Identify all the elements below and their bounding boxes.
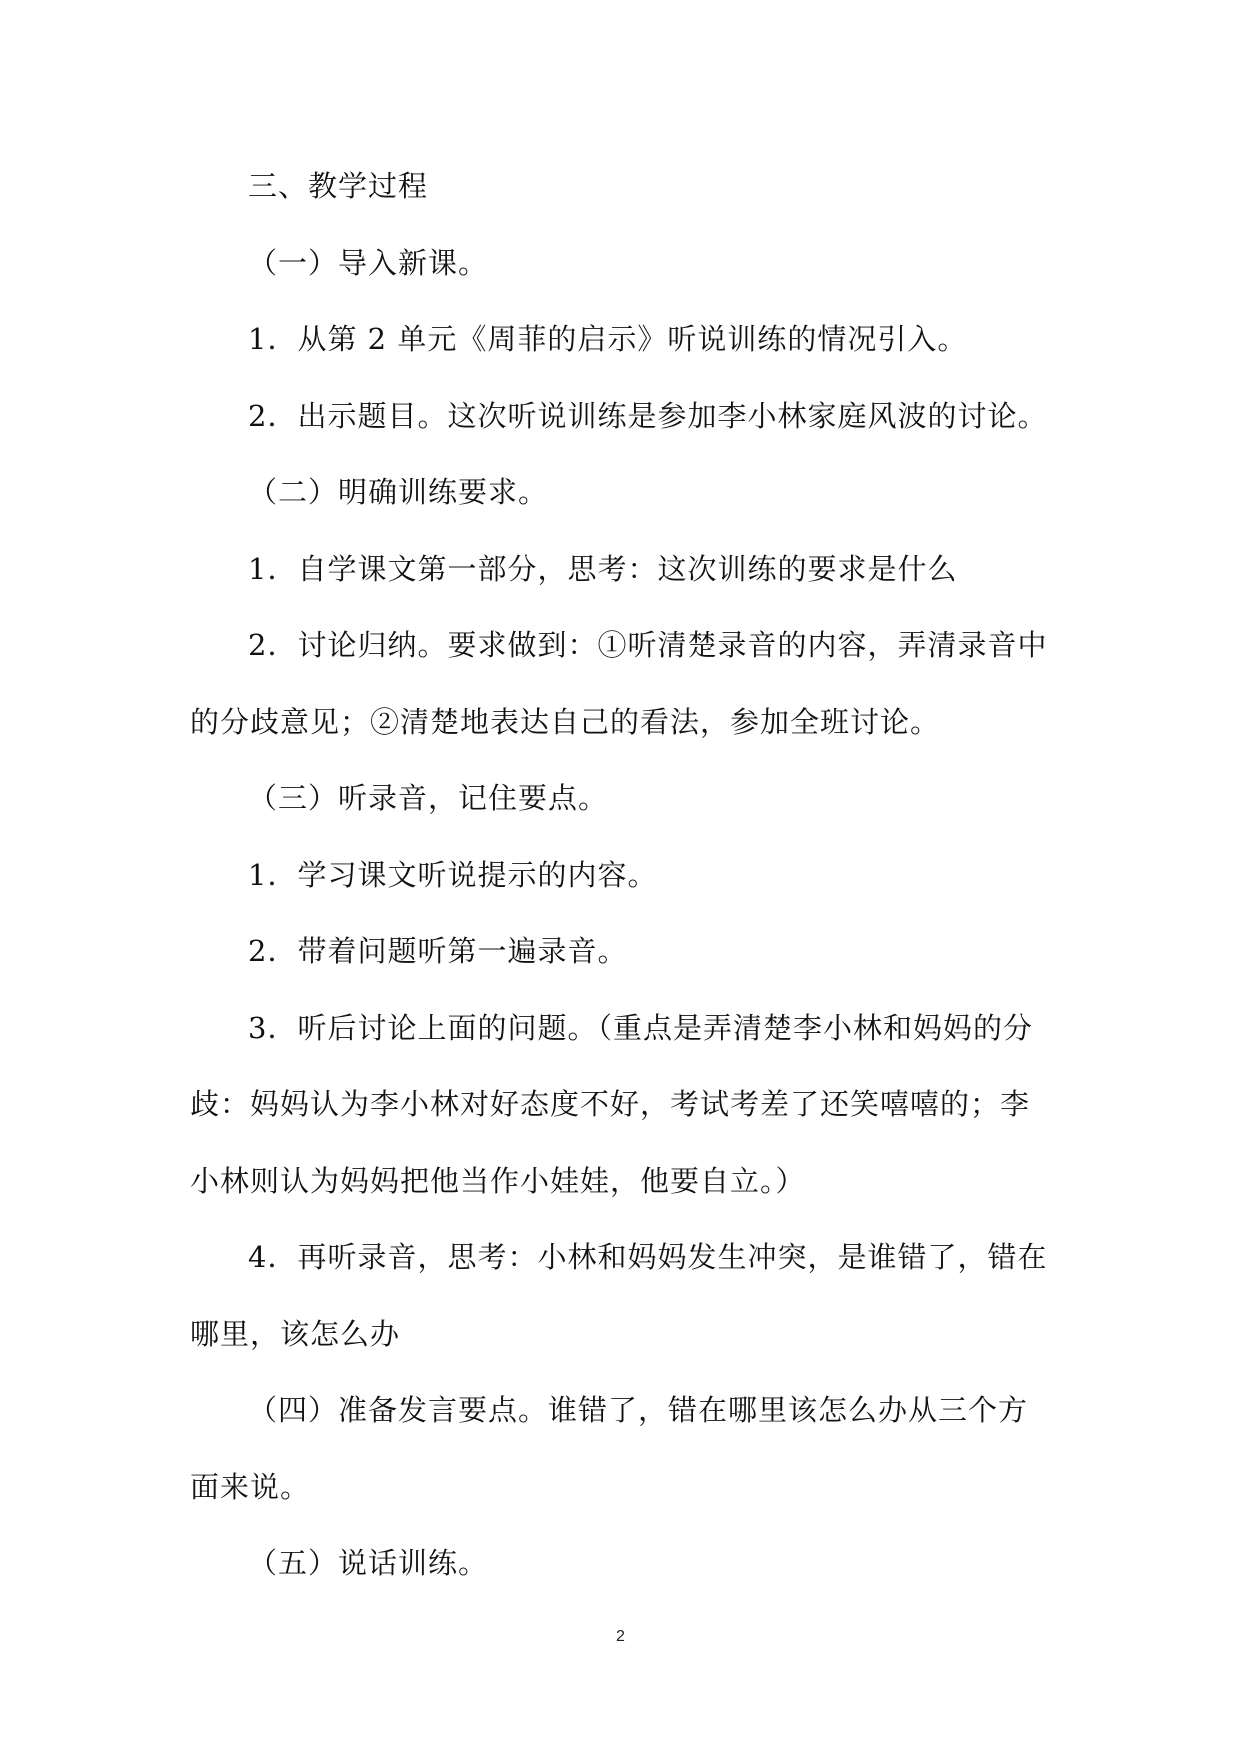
list-item: 3．听后讨论上面的问题。（重点是弄清楚李小林和妈妈的分歧：妈妈认为李小林对好态度不好，考试考差了还笑嘻嘻的；李小林则认为妈妈把他当作小娃娃，他要自立。） bbox=[190, 1010, 1033, 1198]
subsection-heading: （四）准备发言要点。谁错了，错在哪里该怎么办从三个方面来说。 bbox=[190, 1393, 1029, 1504]
section-heading: 三、教学过程 bbox=[248, 169, 429, 203]
list-item: 4．再听录音，思考：小林和妈妈发生冲突，是谁错了，错在哪里，该怎么办 bbox=[190, 1240, 1048, 1351]
list-item: 1．自学课文第一部分，思考：这次训练的要求是什么 bbox=[248, 551, 958, 586]
list-item: 2．讨论归纳。要求做到：①听清楚录音的内容，弄清录音中的分歧意见；②清楚地表达自己的看法，参加全班讨论。 bbox=[190, 628, 1048, 739]
list-item: 2．带着问题听第一遍录音。 bbox=[248, 934, 628, 968]
subsection-heading: （一）导入新课。 bbox=[248, 245, 489, 280]
list-item: 1．从第 2 单元《周菲的启示》听说训练的情况引入。 bbox=[248, 322, 968, 356]
subsection-heading: （三）听录音，记住要点。 bbox=[248, 781, 609, 815]
subsection-heading: （二）明确训练要求。 bbox=[248, 475, 549, 509]
subsection-heading: （五）说话训练。 bbox=[248, 1546, 489, 1580]
list-item: 1．学习课文听说提示的内容。 bbox=[248, 857, 658, 892]
document-body bbox=[190, 148, 1055, 1602]
page-number: 2 bbox=[616, 1628, 625, 1645]
list-item: 2．出示题目。这次听说训练是参加李小林家庭风波的讨论。 bbox=[248, 398, 1048, 433]
